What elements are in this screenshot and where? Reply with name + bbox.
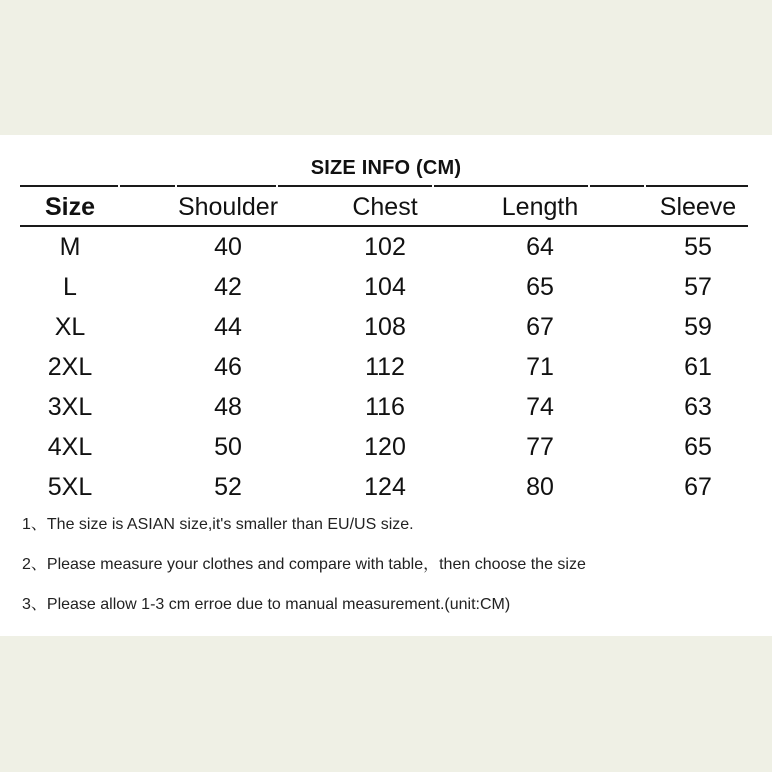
table-header-row [0,187,772,227]
size-cell: 3XL [47,393,93,421]
size-cell: 4XL [47,433,93,461]
table-row [0,427,772,467]
header-size: Size [44,193,96,221]
sleeve-cell: 67 [684,473,712,501]
note-asian-size: 1、The size is ASIAN size,it's smaller than EU/US size. [22,516,414,533]
chart-title: SIZE INFO (CM) [310,157,462,179]
chest-cell: 108 [364,313,406,341]
chest-cell: 104 [364,273,406,301]
size-cell: XL [54,313,86,341]
shoulder-cell: 52 [214,473,242,501]
table-row [0,307,772,347]
header-length: Length [501,193,579,221]
sleeve-cell: 57 [684,273,712,301]
shoulder-cell: 42 [214,273,242,301]
length-cell: 64 [526,233,554,261]
size-cell: 2XL [47,353,93,381]
shoulder-cell: 48 [214,393,242,421]
header-shoulder: Shoulder [177,193,279,221]
table-row [0,227,772,267]
note-measure-compare: 2、Please measure your clothes and compare with table，then choose the size [22,556,586,573]
length-cell: 67 [526,313,554,341]
chest-cell: 124 [364,473,406,501]
chest-cell: 116 [365,393,405,421]
size-cell: M [59,233,81,261]
size-cell: L [63,273,77,301]
chest-cell: 102 [364,233,406,261]
chest-cell: 112 [365,353,405,381]
sleeve-cell: 65 [684,433,712,461]
sleeve-cell: 55 [684,233,712,261]
sleeve-cell: 59 [684,313,712,341]
shoulder-cell: 46 [214,353,242,381]
table-row [0,267,772,307]
table-row [0,347,772,387]
length-cell: 77 [526,433,554,461]
length-cell: 71 [526,353,554,381]
length-cell: 65 [526,273,554,301]
shoulder-cell: 40 [214,233,242,261]
sleeve-cell: 61 [684,353,712,381]
shoulder-cell: 50 [214,433,242,461]
length-cell: 74 [526,393,554,421]
header-chest: Chest [352,193,418,221]
size-chart-panel [0,135,772,636]
shoulder-cell: 44 [214,313,242,341]
table-row [0,387,772,427]
chest-cell: 120 [364,433,406,461]
note-measurement-error: 3、Please allow 1-3 cm erroe due to manual measurement.(unit:CM) [22,596,511,613]
header-sleeve: Sleeve [659,193,737,221]
sleeve-cell: 63 [684,393,712,421]
size-cell: 5XL [47,473,93,501]
length-cell: 80 [526,473,554,501]
table-row [0,467,772,507]
